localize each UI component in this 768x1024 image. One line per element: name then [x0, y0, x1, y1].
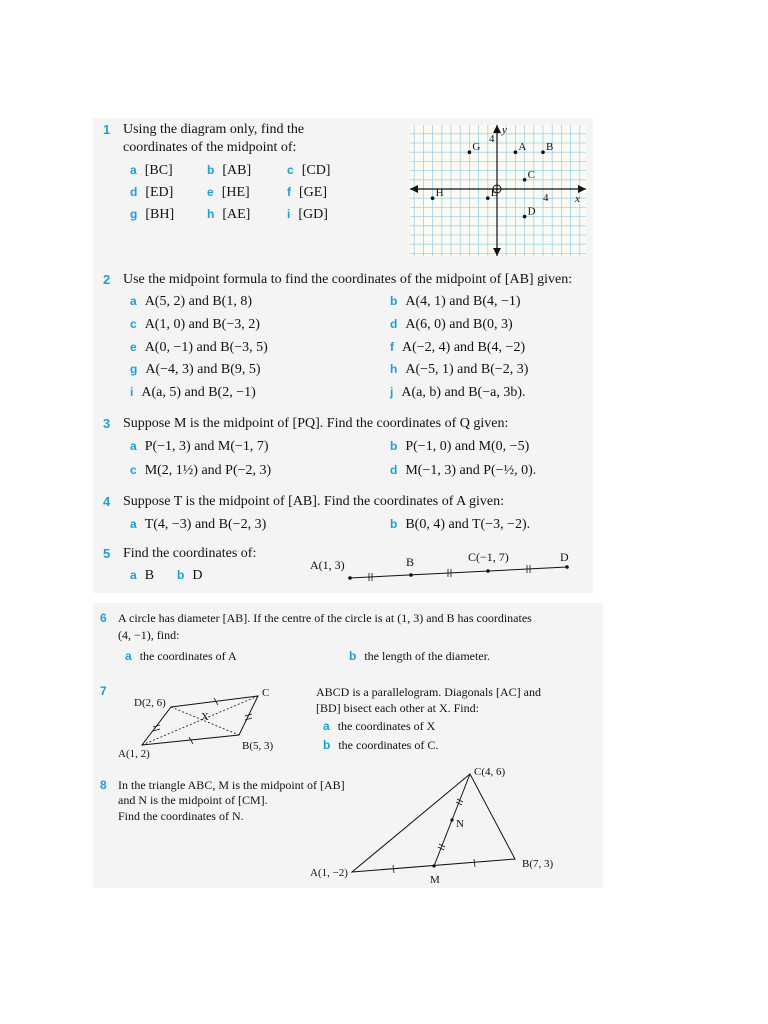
q1-grid-diagram	[410, 125, 586, 256]
q6-stem-line2: (4, −1), find:	[118, 628, 180, 642]
grid-point-h	[431, 196, 435, 200]
q6-part-b: b the length of the diameter.	[349, 649, 490, 663]
question-number-5: 5	[103, 546, 111, 561]
q1-tick-x-label: 4	[543, 192, 549, 204]
grid-point-label-c: C	[527, 168, 535, 181]
q6-stem-line1: A circle has diameter [AB]. If the centre of the circle is at (1, 3) and B has coordinates	[118, 611, 532, 625]
q1-stem-line1: Using the diagram only, find the	[123, 122, 305, 137]
grid-point-label-d: D	[527, 205, 536, 218]
q5-label-c: C(−1, 7)	[468, 550, 509, 564]
q5-line-diagram	[300, 545, 590, 585]
q2-part-i: i A(a, 5) and B(2, −1)	[130, 385, 256, 400]
q7-parallelogram-diagram	[112, 682, 312, 762]
q1-part-g: g [BH]	[130, 207, 175, 222]
q8-label-m: M	[430, 874, 440, 886]
q5-label-b: B	[406, 555, 415, 569]
grid-point-a	[514, 150, 518, 154]
q1-axis-x-label: x	[575, 193, 580, 205]
q1-part-b: b [AB]	[207, 163, 252, 178]
q3-part-c: c M(2, 1½) and P(−2, 3)	[130, 463, 272, 478]
q7-label-b: B(5, 3)	[242, 740, 274, 752]
q8-label-c: C(4, 6)	[474, 766, 506, 778]
q3-stem: Suppose M is the midpoint of [PQ]. Find the coordinates of Q given:	[123, 416, 509, 431]
q5-stem: Find the coordinates of:	[123, 546, 257, 561]
q2-part-j: j A(a, b) and B(−a, 3b).	[390, 385, 526, 400]
q5-part-a: a B	[130, 568, 155, 583]
grid-point-g	[468, 150, 472, 154]
q6-part-a: a the coordinates of A	[125, 649, 237, 663]
q2-part-e: e A(0, −1) and B(−3, 5)	[130, 340, 268, 355]
question-number-8: 8	[100, 778, 107, 792]
question-number-4: 4	[103, 494, 111, 509]
q7-label-c: C	[262, 687, 270, 699]
q1-part-h: h [AE]	[207, 207, 251, 222]
q2-part-h: h A(−5, 1) and B(−2, 3)	[390, 362, 529, 377]
q7-label-d: D(2, 6)	[134, 697, 166, 709]
q8-label-n: N	[456, 818, 464, 830]
q7-part-a: a the coordinates of X	[323, 719, 436, 733]
question-number-2: 2	[103, 272, 111, 287]
q8-triangle-diagram	[300, 762, 560, 887]
q1-part-i: i [GD]	[287, 207, 328, 222]
q8-stem-line1: In the triangle ABC, M is the midpoint of [AB]	[118, 778, 345, 792]
q2-part-d: d A(6, 0) and B(0, 3)	[390, 317, 513, 332]
q1-part-e: e [HE]	[207, 185, 250, 200]
q7-label-a: A(1, 2)	[118, 748, 150, 760]
q2-part-f: f A(−2, 4) and B(4, −2)	[390, 340, 526, 355]
q4-part-a: a T(4, −3) and B(−2, 3)	[130, 517, 267, 532]
q1-part-f: f [GE]	[287, 185, 327, 200]
q3-part-d: d M(−1, 3) and P(−½, 0).	[390, 463, 537, 478]
question-number-1: 1	[103, 122, 111, 137]
q7-stem-line1: ABCD is a parallelogram. Diagonals [AC] and	[316, 685, 541, 699]
q7-stem-line2: [BD] bisect each other at X. Find:	[316, 701, 479, 715]
q7-part-b: b the coordinates of C.	[323, 738, 439, 752]
grid-point-label-b: B	[546, 141, 554, 154]
grid-point-label-g: G	[472, 141, 481, 154]
q2-part-b: b A(4, 1) and B(4, −1)	[390, 294, 521, 309]
q2-part-a: a A(5, 2) and B(1, 8)	[130, 294, 252, 309]
q1-stem-line2: coordinates of the midpoint of:	[123, 140, 297, 155]
q5-part-b: b D	[177, 568, 203, 583]
q4-part-b: b B(0, 4) and T(−3, −2).	[390, 517, 531, 532]
grid-point-label-h: H	[435, 187, 444, 200]
q1-part-c: c [CD]	[287, 163, 331, 178]
q5-label-d: D	[560, 550, 569, 564]
q8-label-b: B(7, 3)	[522, 858, 554, 870]
question-number-7: 7	[100, 684, 107, 698]
grid-point-c	[523, 178, 527, 182]
q3-part-a: a P(−1, 3) and M(−1, 7)	[130, 439, 269, 454]
q7-label-x: X	[201, 711, 209, 723]
grid-point-d	[523, 215, 527, 219]
q3-part-b: b P(−1, 0) and M(0, −5)	[390, 439, 530, 454]
q8-label-a: A(1, −2)	[310, 867, 348, 879]
q1-axis-y-label: y	[502, 125, 507, 136]
q1-part-a: a [BC]	[130, 163, 173, 178]
grid-point-label-e: E	[490, 187, 498, 200]
q1-part-d: d [ED]	[130, 185, 174, 200]
q4-stem: Suppose T is the midpoint of [AB]. Find the coordinates of A given:	[123, 494, 504, 509]
q2-stem: Use the midpoint formula to find the coordinates of the midpoint of [AB] given:	[123, 272, 573, 287]
question-number-3: 3	[103, 416, 111, 431]
grid-point-e	[486, 196, 490, 200]
q5-label-a: A(1, 3)	[310, 558, 345, 572]
q2-part-c: c A(1, 0) and B(−3, 2)	[130, 317, 260, 332]
q8-stem-line2: and N is the midpoint of [CM].	[118, 793, 268, 807]
q1-tick-y-label: 4	[489, 133, 495, 145]
q2-part-g: g A(−4, 3) and B(9, 5)	[130, 362, 261, 377]
q8-stem-line3: Find the coordinates of N.	[118, 809, 244, 823]
grid-point-label-a: A	[518, 141, 527, 154]
grid-point-b	[541, 150, 545, 154]
question-number-6: 6	[100, 611, 107, 625]
